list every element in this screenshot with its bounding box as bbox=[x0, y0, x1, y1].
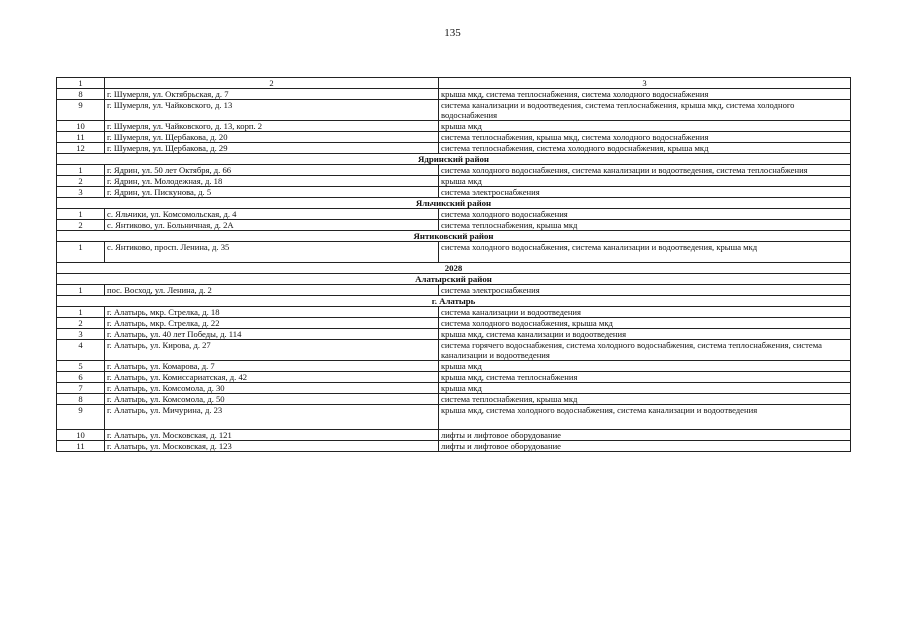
section-heading: Яльчикский район bbox=[57, 198, 851, 209]
work-type-cell: лифты и лифтовое оборудование bbox=[439, 441, 851, 452]
table-row bbox=[57, 132, 851, 143]
address-cell: с. Янтиково, просп. Ленина, д. 35 bbox=[105, 242, 439, 263]
address-cell: г. Алатырь, ул. 40 лет Победы, д. 114 bbox=[105, 329, 439, 340]
row-number: 10 bbox=[57, 430, 105, 441]
table-row bbox=[57, 100, 851, 121]
table-body bbox=[57, 89, 851, 452]
address-cell: с. Янтиково, ул. Больничная, д. 2А bbox=[105, 220, 439, 231]
address-cell: г. Алатырь, мкр. Стрелка, д. 22 bbox=[105, 318, 439, 329]
work-type-cell: крыша мкд bbox=[439, 383, 851, 394]
row-number: 5 bbox=[57, 361, 105, 372]
table-row bbox=[57, 143, 851, 154]
table-row bbox=[57, 176, 851, 187]
table-row bbox=[57, 220, 851, 231]
table-row bbox=[57, 89, 851, 100]
work-type-cell: система холодного водоснабжения, крыша мкд bbox=[439, 318, 851, 329]
address-cell: г. Алатырь, ул. Московская, д. 123 bbox=[105, 441, 439, 452]
row-number: 7 bbox=[57, 383, 105, 394]
address-cell: г. Алатырь, ул. Комсомола, д. 50 bbox=[105, 394, 439, 405]
address-cell: г. Ядрин, ул. 50 лет Октября, д. 66 bbox=[105, 165, 439, 176]
row-number: 3 bbox=[57, 187, 105, 198]
row-number: 11 bbox=[57, 441, 105, 452]
section-heading: г. Алатырь bbox=[57, 296, 851, 307]
table-row bbox=[57, 329, 851, 340]
section-heading-row bbox=[57, 154, 851, 165]
row-number: 1 bbox=[57, 165, 105, 176]
row-number: 11 bbox=[57, 132, 105, 143]
address-cell: г. Алатырь, ул. Мичурина, д. 23 bbox=[105, 405, 439, 430]
capital-repair-table bbox=[56, 77, 851, 452]
column-number-1: 1 bbox=[57, 78, 105, 89]
work-type-cell: система теплоснабжения, крыша мкд bbox=[439, 394, 851, 405]
column-number-2: 2 bbox=[105, 78, 439, 89]
section-heading: 2028 bbox=[57, 263, 851, 274]
table-row bbox=[57, 165, 851, 176]
work-type-cell: крыша мкд bbox=[439, 361, 851, 372]
work-type-cell: система холодного водоснабжения bbox=[439, 209, 851, 220]
table-row bbox=[57, 430, 851, 441]
table-row bbox=[57, 121, 851, 132]
table-row bbox=[57, 285, 851, 296]
row-number: 2 bbox=[57, 220, 105, 231]
table-row bbox=[57, 187, 851, 198]
address-cell: г. Шумерля, ул. Чайковского, д. 13, корп. 2 bbox=[105, 121, 439, 132]
table-row bbox=[57, 383, 851, 394]
table-row bbox=[57, 318, 851, 329]
section-heading-row bbox=[57, 263, 851, 274]
table-row bbox=[57, 242, 851, 263]
row-number: 1 bbox=[57, 242, 105, 263]
work-type-cell: крыша мкд, система холодного водоснабжения, система канализации и водоотведения bbox=[439, 405, 851, 430]
work-type-cell: система холодного водоснабжения, система канализации и водоотведения, система теплоснабжения bbox=[439, 165, 851, 176]
work-type-cell: система теплоснабжения, крыша мкд, система холодного водоснабжения bbox=[439, 132, 851, 143]
address-cell: г. Шумерля, ул. Чайковского, д. 13 bbox=[105, 100, 439, 121]
address-cell: г. Ядрин, ул. Молодежная, д. 18 bbox=[105, 176, 439, 187]
work-type-cell: система горячего водоснабжения, система холодного водоснабжения, система теплоснабжения, система канализации и водоотведения bbox=[439, 340, 851, 361]
work-type-cell: система канализации и водоотведения, система теплоснабжения, крыша мкд, система холодного водоснабжения bbox=[439, 100, 851, 121]
section-heading: Янтиковский район bbox=[57, 231, 851, 242]
row-number: 1 bbox=[57, 285, 105, 296]
work-type-cell: крыша мкд, система теплоснабжения bbox=[439, 372, 851, 383]
row-number: 8 bbox=[57, 89, 105, 100]
row-number: 9 bbox=[57, 100, 105, 121]
table-row bbox=[57, 209, 851, 220]
address-cell: с. Яльчики, ул. Комсомольская, д. 4 bbox=[105, 209, 439, 220]
work-type-cell: система электроснабжения bbox=[439, 187, 851, 198]
table-row bbox=[57, 405, 851, 430]
section-heading-row bbox=[57, 231, 851, 242]
table-row bbox=[57, 361, 851, 372]
section-heading-row bbox=[57, 296, 851, 307]
column-number-3: 3 bbox=[439, 78, 851, 89]
section-heading: Ядринский район bbox=[57, 154, 851, 165]
work-type-cell: система теплоснабжения, крыша мкд bbox=[439, 220, 851, 231]
row-number: 4 bbox=[57, 340, 105, 361]
row-number: 3 bbox=[57, 329, 105, 340]
table-row bbox=[57, 307, 851, 318]
row-number: 6 bbox=[57, 372, 105, 383]
work-type-cell: крыша мкд, система канализации и водоотведения bbox=[439, 329, 851, 340]
table-row bbox=[57, 372, 851, 383]
address-cell: г. Шумерля, ул. Октябрьская, д. 7 bbox=[105, 89, 439, 100]
row-number: 2 bbox=[57, 176, 105, 187]
work-type-cell: система холодного водоснабжения, система канализации и водоотведения, крыша мкд bbox=[439, 242, 851, 263]
table-row bbox=[57, 394, 851, 405]
row-number: 12 bbox=[57, 143, 105, 154]
section-heading-row bbox=[57, 274, 851, 285]
address-cell: г. Алатырь, ул. Комиссариатская, д. 42 bbox=[105, 372, 439, 383]
row-number: 2 bbox=[57, 318, 105, 329]
work-type-cell: система электроснабжения bbox=[439, 285, 851, 296]
row-number: 9 bbox=[57, 405, 105, 430]
work-type-cell: система теплоснабжения, система холодного водоснабжения, крыша мкд bbox=[439, 143, 851, 154]
row-number: 8 bbox=[57, 394, 105, 405]
table-row bbox=[57, 441, 851, 452]
address-cell: г. Алатырь, мкр. Стрелка, д. 18 bbox=[105, 307, 439, 318]
work-type-cell: крыша мкд, система теплоснабжения, система холодного водоснабжения bbox=[439, 89, 851, 100]
address-cell: г. Алатырь, ул. Кирова, д. 27 bbox=[105, 340, 439, 361]
work-type-cell: лифты и лифтовое оборудование bbox=[439, 430, 851, 441]
row-number: 1 bbox=[57, 307, 105, 318]
address-cell: г. Алатырь, ул. Комсомола, д. 30 bbox=[105, 383, 439, 394]
address-cell: г. Шумерля, ул. Щербакова, д. 29 bbox=[105, 143, 439, 154]
table-row bbox=[57, 340, 851, 361]
address-cell: пос. Восход, ул. Ленина, д. 2 bbox=[105, 285, 439, 296]
address-cell: г. Ядрин, ул. Пискунова, д. 5 bbox=[105, 187, 439, 198]
section-heading: Алатырский район bbox=[57, 274, 851, 285]
address-cell: г. Шумерля, ул. Щербакова, д. 20 bbox=[105, 132, 439, 143]
address-cell: г. Алатырь, ул. Московская, д. 121 bbox=[105, 430, 439, 441]
work-type-cell: крыша мкд bbox=[439, 121, 851, 132]
row-number: 1 bbox=[57, 209, 105, 220]
section-heading-row bbox=[57, 198, 851, 209]
page-number: 135 bbox=[444, 27, 461, 39]
work-type-cell: система канализации и водоотведения bbox=[439, 307, 851, 318]
address-cell: г. Алатырь, ул. Комарова, д. 7 bbox=[105, 361, 439, 372]
work-type-cell: крыша мкд bbox=[439, 176, 851, 187]
row-number: 10 bbox=[57, 121, 105, 132]
column-number-row bbox=[57, 78, 851, 89]
